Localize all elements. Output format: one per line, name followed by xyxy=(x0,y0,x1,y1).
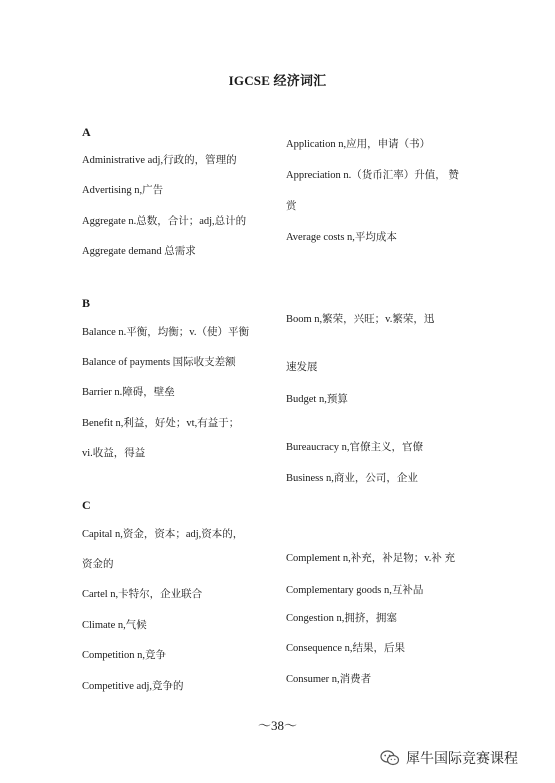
entry-climate: Climate n,气候 xyxy=(82,620,147,631)
entry-competition: Competition n,竞争 xyxy=(82,650,166,661)
entry-boom-cont: 速发展 xyxy=(286,362,318,373)
section-letter-a: A xyxy=(82,125,91,139)
entry-complement: Complement n,补充，补足物；v.补 充 xyxy=(286,553,456,564)
entry-complementary-goods: Complementary goods n,互补品 xyxy=(286,585,424,596)
entry-advertising: Advertising n,广告 xyxy=(82,185,164,196)
entry-budget: Budget n,预算 xyxy=(286,394,348,405)
entry-balance-of-payments: Balance of payments 国际收支差额 xyxy=(82,357,236,368)
entry-aggregate-demand: Aggregate demand 总需求 xyxy=(82,246,196,257)
page-number: ～38～ xyxy=(257,718,297,733)
section-letter-c: C xyxy=(82,498,91,512)
section-letter-b: B xyxy=(82,296,91,310)
entry-bureaucracy: Bureaucracy n,官僚主义，官僚 xyxy=(286,442,424,453)
entry-business: Business n,商业，公司，企业 xyxy=(286,473,418,484)
entry-appreciation: Appreciation n.（货币汇率）升值， 赞 xyxy=(286,170,459,181)
entry-competitive: Competitive adj,竞争的 xyxy=(82,681,184,692)
wechat-icon xyxy=(380,750,400,766)
page-title: IGCSE 经济词汇 xyxy=(228,73,327,88)
entry-benefit: Benefit n,利益，好处；vt,有益于； xyxy=(82,418,240,429)
entry-application: Application n,应用，申请（书） xyxy=(286,139,431,150)
entry-average-costs: Average costs n,平均成本 xyxy=(286,232,397,243)
entry-benefit-cont: vi.收益，得益 xyxy=(82,448,146,459)
entry-consequence: Consequence n,结果，后果 xyxy=(286,643,405,654)
entry-congestion: Congestion n,拥挤，拥塞 xyxy=(286,613,397,624)
entry-balance: Balance n.平衡，均衡；v.（使）平衡 xyxy=(82,327,250,338)
entry-aggregate: Aggregate n.总数，合计；adj,总计的 xyxy=(82,216,247,227)
entry-cartel: Cartel n,卡特尔，企业联合 xyxy=(82,589,203,600)
entry-administrative: Administrative adj,行政的，管理的 xyxy=(82,155,237,166)
entry-capital: Capital n,资金，资本；adj,资本的， xyxy=(82,529,244,540)
watermark-text: 犀牛国际竞赛课程 xyxy=(406,751,518,767)
entry-barrier: Barrier n.障碍，壁垒 xyxy=(82,387,175,398)
entry-capital-cont: 资金的 xyxy=(82,559,114,570)
watermark xyxy=(380,748,518,768)
entry-consumer: Consumer n,消费者 xyxy=(286,674,372,685)
entry-boom: Boom n,繁荣，兴旺；v.繁荣，迅 xyxy=(286,314,435,325)
entry-appreciation-cont: 赏 xyxy=(286,201,297,212)
